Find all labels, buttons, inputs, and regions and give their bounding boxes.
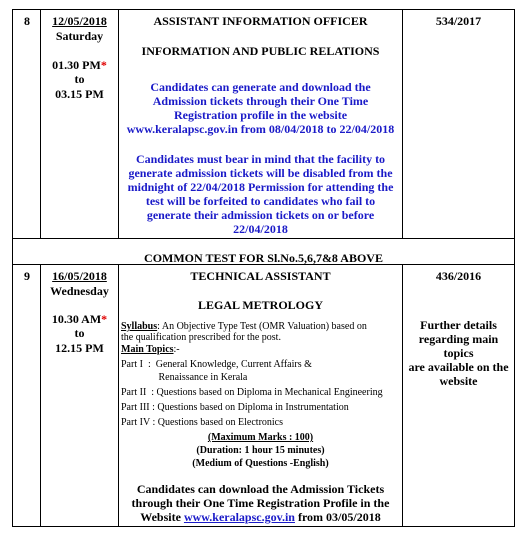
notice-line: Admission tickets through their One Time [152,94,369,108]
medium: (Medium of Questions -English) [192,458,329,469]
post-title: TECHNICAL ASSISTANT [190,269,331,283]
download-notice [119,482,402,524]
part-line: Part IV : Questions based on Electronics [121,417,284,428]
download-line: Candidates can download the Admission Tickets [136,482,385,496]
category-cell [403,10,514,238]
main-topics-line [121,343,400,356]
notice-line: Candidates must bear in mind that the facility to [135,152,386,166]
note-line: Further details [420,318,497,332]
main-topics-label: Main Topics [121,344,174,355]
download-line: Website www.keralapsc.gov.in from 03/05/2018 [140,510,381,524]
notice-line: generate their admission tickets on or before [146,208,375,222]
note-line: regarding main topics [418,332,499,360]
note-line: website [439,374,478,388]
time-to: to [74,326,85,340]
notice-line: www.keralapsc.gov.in from 08/04/2018 to 22/04/2018 [126,122,395,136]
part-line: Part III : Questions based on Diploma in Instrumentation [121,402,349,413]
post-cell [119,10,403,238]
notice-deadline [119,152,402,236]
category-cell [403,265,514,526]
notice-line: midnight of 22/04/2018 Permission for attending the [127,180,394,194]
time-end: 03.15 PM [55,87,104,101]
download-line: through their One Time Registration Profile in the [131,496,390,510]
exam-date: 12/05/2018 [52,14,107,28]
category-note [403,318,514,388]
notice-line: Registration profile in the website [173,108,348,122]
notice-line: test will be forfeited to candidates who fail to [145,194,376,208]
notice-line: generate admission tickets will be disabled from the [128,166,393,180]
post-title: ASSISTANT INFORMATION OFFICER [153,14,368,28]
exam-day: Saturday [55,29,104,43]
time-start: 10.30 AM* [51,312,108,326]
post-cell [119,265,403,526]
syllabus-line-2: the qualification prescribed for the post. [121,332,281,343]
common-test-label: COMMON TEST FOR Sl.No.5,6,7&8 ABOVE [144,251,383,265]
department-name: INFORMATION AND PUBLIC RELATIONS [141,44,380,58]
exam-day: Wednesday [50,284,109,298]
serial-cell [13,10,41,238]
time-end: 12.15 PM [55,341,104,355]
category-number: 436/2016 [435,269,482,283]
date-cell [41,265,119,526]
notice-generate [119,80,402,136]
serial-cell [13,265,41,526]
star-mark: * [100,58,107,72]
time-start: 01.30 PM* [52,58,107,72]
main-topics-suffix: :- [173,344,180,355]
department-name: LEGAL METROLOGY [197,298,324,312]
star-mark: * [101,312,108,326]
common-test-row [13,239,514,265]
date-cell [41,10,119,238]
notice-line: 22/04/2018 [233,222,288,236]
part-line: Renaissance in Kerala [121,372,248,383]
category-number: 534/2017 [435,14,482,28]
part-line: Part II : Questions based on Diploma in Mechanical Engineering [121,387,383,398]
table-row [13,10,514,239]
exam-date: 16/05/2018 [52,269,107,283]
part-line: Part I : General Knowledge, Current Affairs & [121,359,312,370]
serial-number: 9 [24,269,30,283]
max-marks: (Maximum Marks : 100) [207,432,314,443]
syllabus-text: : An Objective Type Test (OMR Valuation) based on [157,321,367,332]
notice-line: Candidates can generate and download the [150,80,371,94]
table-row [13,265,514,526]
note-line: are available on the [408,360,509,374]
website-link[interactable]: www.keralapsc.gov.in [183,510,295,524]
serial-number: 8 [24,14,30,28]
time-to: to [74,72,85,86]
exam-schedule-table [12,9,515,527]
syllabus-label: Syllabus [121,321,158,332]
duration: (Duration: 1 hour 15 minutes) [196,445,325,456]
